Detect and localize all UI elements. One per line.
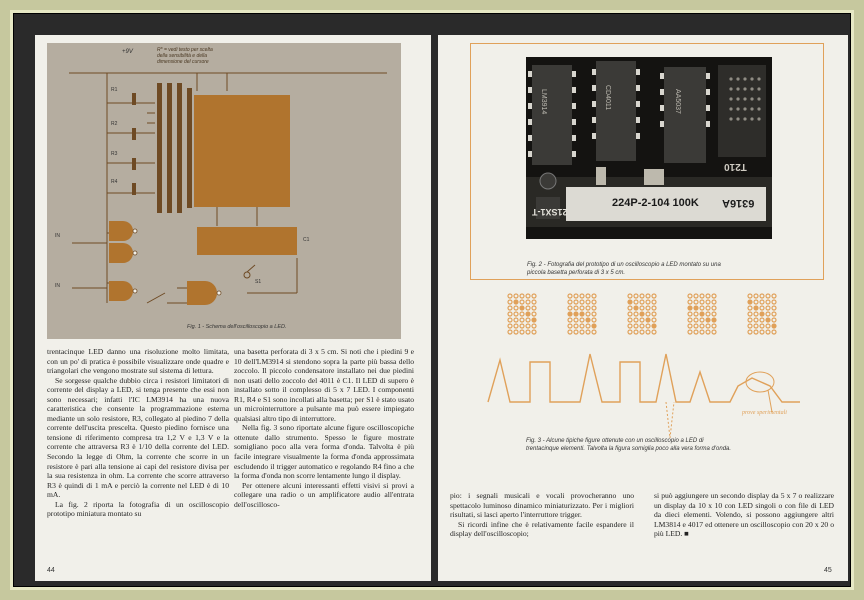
waveform-trace — [488, 354, 800, 402]
board-text: 21SX1-T — [532, 207, 568, 217]
caption-line: Fig. 2 - Fotografia del prototipo di un oscilloscopio a LED montato su una — [527, 262, 721, 268]
figure-3 — [470, 290, 824, 460]
prototype-photo — [526, 57, 772, 239]
figure-1-caption: Fig. 1 - Schema dell'oscilloscopio a LED. — [187, 324, 287, 330]
figure-3-caption — [526, 438, 816, 453]
left-column-2 — [234, 347, 414, 509]
handwritten-note: prove sperimentali — [742, 410, 787, 416]
figure-2-caption — [527, 262, 817, 277]
schematic-part-label: R4 — [111, 179, 118, 185]
schematic-diagram — [47, 43, 401, 339]
ic-chip — [596, 61, 636, 161]
schematic-note — [157, 47, 213, 65]
right-column-2 — [654, 491, 834, 539]
paragraph: La fig. 2 riporta la fotografia di un oscilloscopio prototipo miniatura montato su — [47, 499, 229, 519]
led-matrix-block — [194, 95, 290, 207]
right-page — [438, 35, 848, 581]
paragraph: una basetta perforata di 3 x 5 cm. Si noti che i piedini 9 e 10 dell'LM3914 si stendono sopra la parte più bassa dello zoccolo. Il piccolo condensatore installato nei due piedini non usati dello zoccolo del 4011 è C1. Il LED di supero è installato sotto il complesso di 5 x 7 LED. I componenti R1, R4 e S1 sono incollati alla basetta; per S1 è stato usato un microinterruttore a pulsante ma può essere impiegato qualsiasi altro tipo di interruttore. — [234, 347, 414, 423]
schematic-note-line: della sensibilità e della — [157, 53, 208, 59]
chip-label: LM3914 — [540, 89, 547, 115]
left-page — [35, 35, 431, 581]
paragraph — [654, 491, 834, 539]
schematic-part-label: R1 — [111, 87, 118, 93]
oscilloscope-figures — [470, 290, 824, 460]
chip-label: AA5037 — [674, 89, 681, 114]
counter-ic-block — [197, 227, 297, 255]
schematic-part-label: R3 — [111, 151, 118, 157]
paragraph: pio: i segnali musicali e vocali provocheranno uno spettacolo luminoso dinamico miniaturizzato. Per i migliori risultati, si lasci aperto l'interruttore trigger. — [450, 491, 634, 520]
schematic-part-label: R2 — [111, 121, 118, 127]
caption-line: piccola basetta perforata di 3 x 5 cm. — [527, 269, 626, 276]
waveform-detail — [666, 402, 674, 438]
board-text: 6316A — [722, 197, 755, 209]
paragraph: Si ricordi infine che è relativamente facile espandere il display dell'oscilloscopio; — [450, 519, 634, 539]
paragraph: Nella fig. 3 sono riportate alcune figure oscilloscopiche ottenute dallo strumento. Spesso le figure mostrate somigliano poco alla vera forma d'onda. Talvolta è più facile integrare visualmente la forma d'onda approssimata escludendo il trigger automatico e regolando R4 fino a che la forma d'onda non scorre lentamente lungo il display. — [234, 423, 414, 481]
schematic-part-label: C1 — [303, 237, 310, 243]
end-mark: ■ — [684, 529, 689, 539]
book-spread — [10, 10, 854, 590]
schematic-part-label: S1 — [255, 279, 262, 285]
paragraph: Se sorgesse qualche dubbio circa i resistori limitatori di corrente del display a LED, si tenga presente che essi non sono necessari; infatti l'IC LM3914 ha una nuova caratteristica che consente la programmazione esterna mediante un solo resistore, R3, collegato al piedino 7 della corrente dell'uscita prescelta. Questo piedino fornisce una tensione di riferimento compresa tra 1,2 V e 1,3 V e la corrente che attraversa R3 è 1/10 della corrente del LED. Secondo la legge di Ohm, la corrente che scorre in un resistore è pari alla tensione ai capi del resistore divisa per la sua resistenza in ohm. La corrente che scorre attraverso R3 è quindi di 1 mA e perciò la corrente nel LED è di 10 mA. — [47, 375, 229, 500]
page-number: 44 — [47, 567, 55, 574]
schematic-input-label: IN — [55, 233, 60, 239]
page-number: 45 — [824, 567, 832, 574]
caption-line: trentacinque elementi. Talvolta la figura somiglia poco alla vera forma d'onda. — [526, 445, 732, 452]
board-text: T210 — [724, 161, 747, 172]
schematic-figure — [47, 43, 401, 339]
schematic-input-label: IN — [55, 283, 60, 289]
paragraph: trentacinque LED danno una risoluzione molto limitata, con un po' di pratica è possibile visualizzare onde quadre e triangolari che vengono mostrate sul sistema di lettura. — [47, 347, 229, 376]
paragraph-text: si può aggiungere un secondo display da 5 x 7 o realizzare un display da 10 x 10 con LED singoli o con file di LED da dieci elementi. Volendo, si possono aggiungere altri LM3814 e 4017 ed ottenere un oscilloscopio con 20 x 20 o più LED. — [654, 491, 834, 539]
schematic-note-line: R* = vedi testo per scelta — [157, 47, 213, 53]
left-column-1 — [47, 347, 229, 519]
caption-line: Fig. 3 - Alcune tipiche figure ottenute con un oscilloscopio a LED di — [526, 438, 704, 444]
paragraph: Per ottenere alcuni interessanti effetti visivi si provi a collegare una radio o un amplificatore audio all'entrata dell'oscillosco- — [234, 480, 414, 509]
schematic-voltage: +9V — [122, 49, 133, 55]
chip-label: CD4011 — [604, 85, 611, 111]
ic-chip — [532, 65, 572, 165]
board-text: 224P-2-104 100K — [612, 197, 699, 209]
ic-chip — [664, 67, 706, 163]
schematic-note-line: dimensione del cursore — [157, 59, 209, 65]
led-grid — [508, 294, 536, 334]
right-column-1 — [450, 491, 634, 539]
